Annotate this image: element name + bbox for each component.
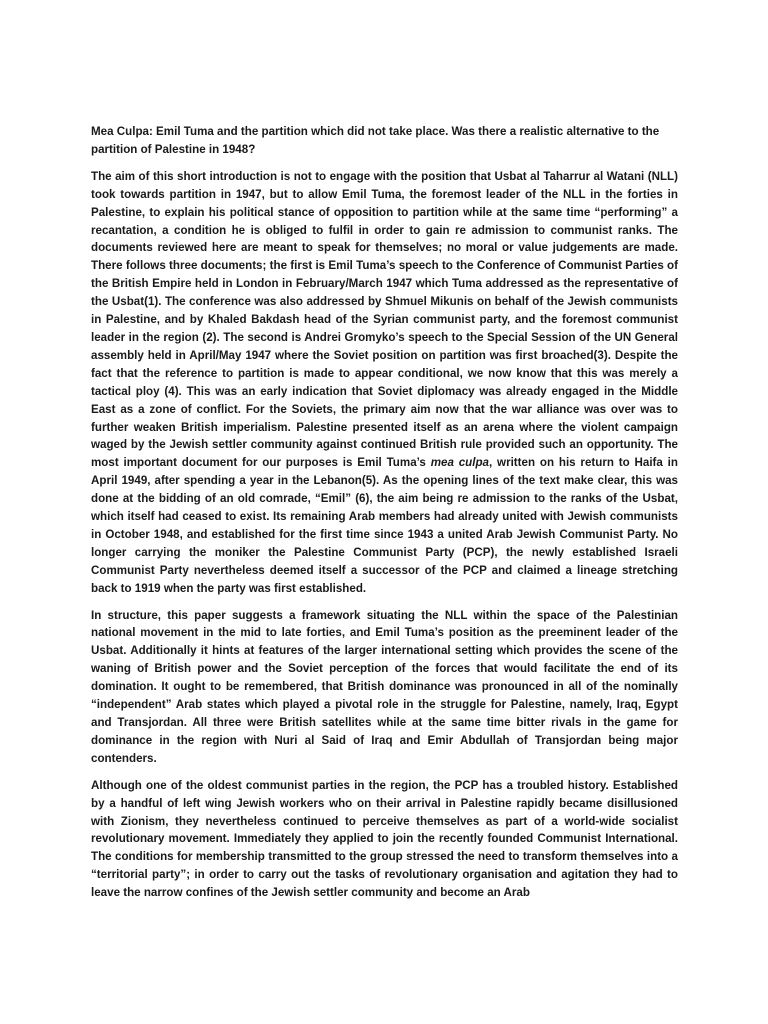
document-page — [91, 123, 678, 911]
paragraph-introduction — [91, 168, 678, 598]
document-title: Mea Culpa: Emil Tuma and the partition which did not take place. Was there a realistic alternative to the partition of Palestine in 1948? — [91, 125, 660, 156]
paragraph-structure: In structure, this paper suggests a framework situating the NLL within the space of the Palestinian national movement in the mid to late forties, and Emil Tuma’s position as the preeminent leader of the Usbat. Additionally it hints at features of the larger international setting which provides the scene of the waning of British power and the Soviet perception of the forces that would facilitate the end of its domination. It ought to be remembered, that British dominance was pronounced in all of the nominally “independent” Arab states which played a pivotal role in the struggle for Palestine, namely, Iraq, Egypt and Transjordan. All three were British satellites while at the same time bitter rivals in the game for dominance in the region with Nuri al Said of Iraq and Emir Abdullah of Transjordan being major contenders. — [91, 608, 678, 765]
paragraph-introduction-text-start: The aim of this short introduction is not to engage with the position that Usbat al Taharrur al Watani (NLL) took towards partition in 1947, but to allow Emil Tuma, the foremost leader of the NLL in the forties in Palestine, to explain his political stance of opposition to partition while at the same time “performing” a recantation, a condition he is obliged to fulfil in order to gain re admission to communist ranks. The documents reviewed here are meant to speak for themselves; no moral or value judgements are made. There follows three documents; the first is Emil Tuma’s speech to the Conference of Communist Parties of the British Empire held in London in February/March 1947 which Tuma addressed as the representative of the Usbat(1). The conference was also addressed by Shmuel Mikunis on behalf of the Jewish communists in Palestine, and by Khaled Bakdash head of the Syrian communist party, and the foremost communist leader in the region (2). The second is Andrei Gromyko’s speech to the Special Session of the UN General assembly held in April/May 1947 where the Soviet position on partition was first broached(3). Despite the fact that the reference to partition is made to appear conditional, we now know that this was merely a tactical ploy (4). This was an early indication that Soviet diplomacy was already engaged in the Middle East as a zone of conflict. For the Soviets, the primary aim now that the war alliance was over was to further weaken British imperialism. Palestine presented itself as an arena where the violent campaign waged by the Jewish settler community against continued British rule provided such an opportunity. The most important document for our purposes is Emil Tuma’s — [91, 169, 678, 470]
paragraph-history: Although one of the oldest communist parties in the region, the PCP has a troubled history. Established by a handful of left wing Jewish workers who on their arrival in Palestine rapidly became disillusioned with Zionism, they nevertheless continued to perceive themselves as part of a world-wide socialist revolutionary movement. Immediately they applied to join the recently founded Communist International. The conditions for membership transmitted to the group stressed the need to transform themselves into a “territorial party”; in order to carry out the tasks of revolutionary organisation and agitation they had to leave the narrow confines of the Jewish settler community and become an Arab — [91, 778, 678, 900]
paragraph-introduction-text-end: , written on his return to Haifa in April 1949, after spending a year in the Lebanon(5). As the opening lines of the text make clear, this was done at the bidding of an old comrade, “Emil” (6), the aim being re admission to the ranks of the Usbat, which itself had ceased to exist. Its remaining Arab members had already united with Jewish communists in October 1948, and established for the first time since 1943 a united Arab Jewish Communist Party. No longer carrying the moniker the Palestine Communist Party (PCP), the newly established Israeli Communist Party nevertheless deemed itself a successor of the PCP and claimed a lineage stretching back to 1919 when the party was first established. — [91, 456, 678, 595]
mea-culpa-italic: mea culpa — [430, 456, 490, 470]
